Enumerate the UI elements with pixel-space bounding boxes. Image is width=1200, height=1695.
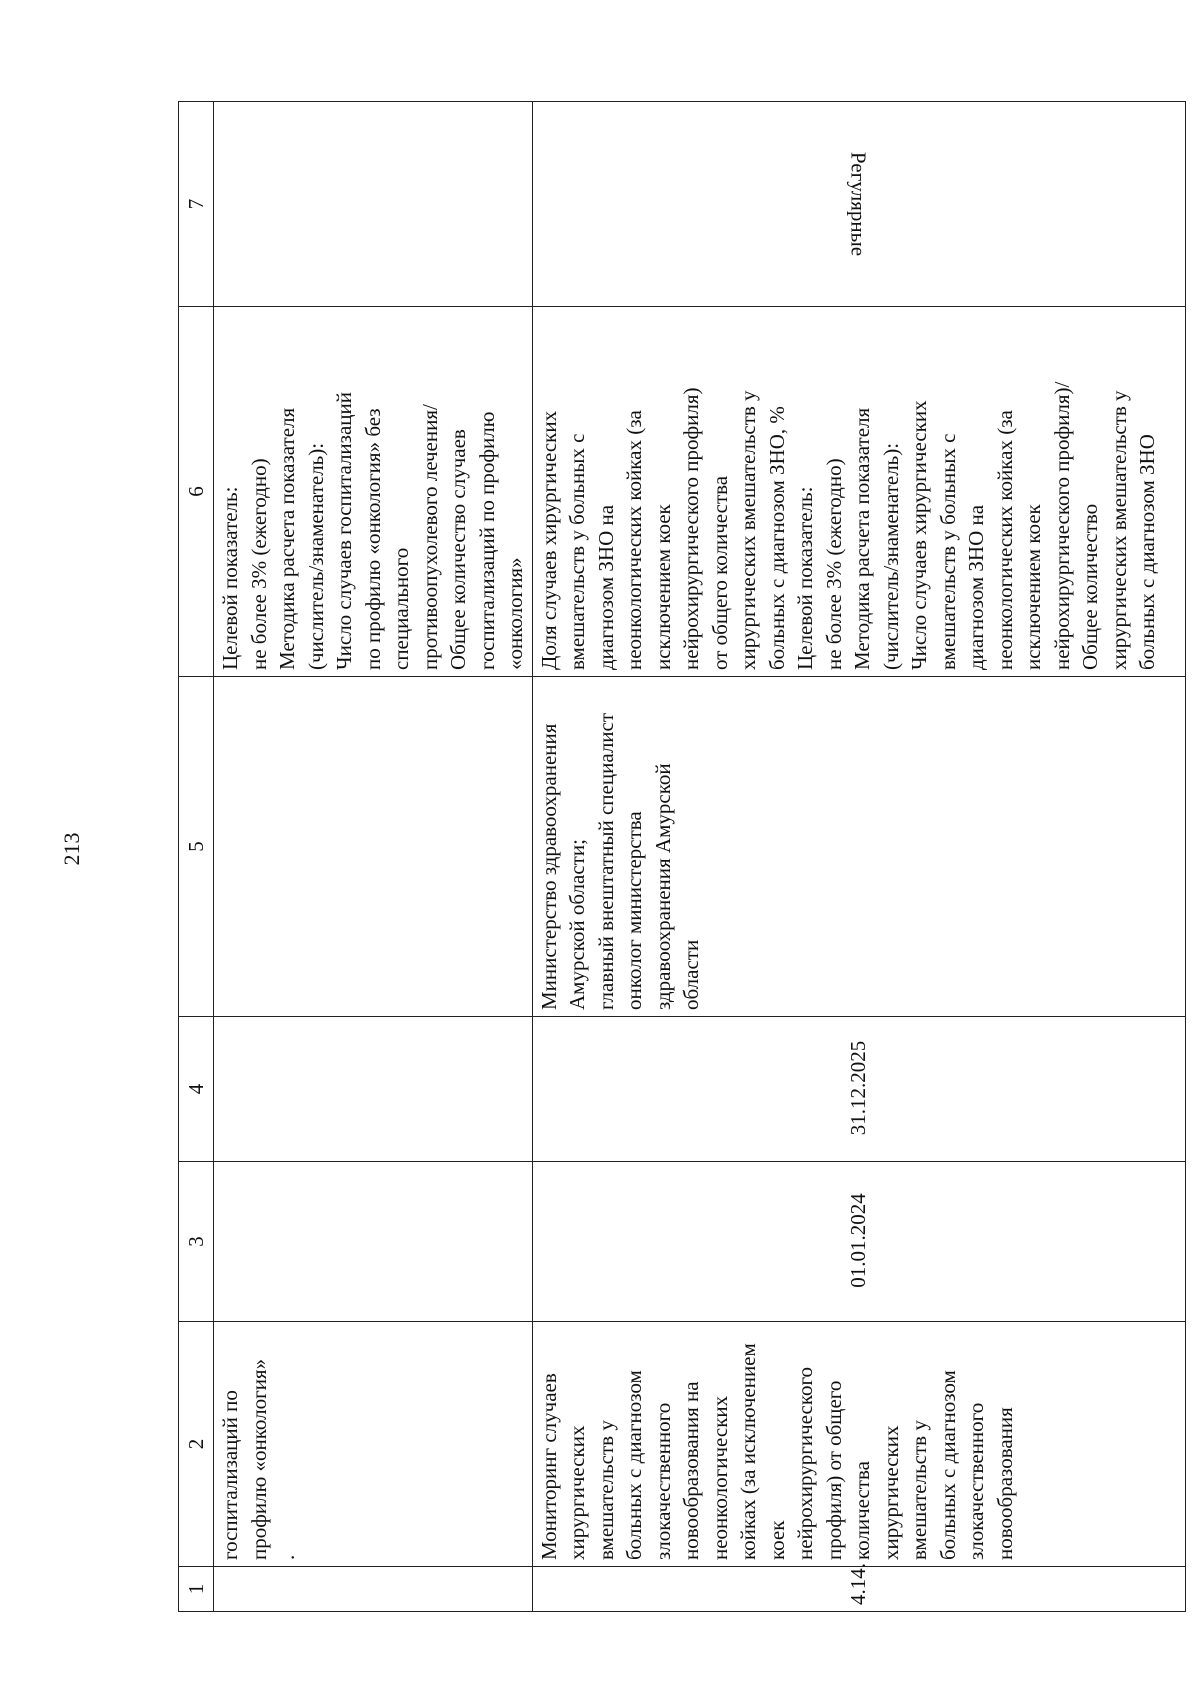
column-header-1: 1 xyxy=(179,1567,214,1612)
measures-table xyxy=(178,101,1186,1612)
column-header-2: 2 xyxy=(179,1322,214,1567)
measure-name-cell: Мониторинг случаев хирургических вмешательств у больных с диагнозом злокачественного новообразования на неонкологических койках (за исключением коек нейрохирургического профиля) от общего количества хирургических вмешательств у больных с диагнозом злокачественного новообразования xyxy=(532,1322,1185,1567)
indicator-cell: Доля случаев хирургических вмешательств у больных с диагнозом ЗНО на неонкологических койках (за исключением коек нейрохирургического профиля) от общего количества хирургических вмешательств у больных с диагнозом ЗНО, % Целевой показатель: не более 3% (ежегодно) Методика расчета показателя (числитель/знаменатель): Число случаев хирургических вмешательств у больных с диагнозом ЗНО на неонкологических койках (за исключением коек нейрохирургического профиля)/ Общее количество хирургических вмешательств у больных с диагнозом ЗНО xyxy=(532,307,1185,677)
column-header-5: 5 xyxy=(179,677,214,1017)
row-number-cell: 4.14. xyxy=(532,1567,1185,1612)
responsible-cell xyxy=(214,677,533,1017)
frequency-text: Регулярные xyxy=(846,151,870,257)
row-number-cell xyxy=(214,1567,533,1612)
table-header-row xyxy=(179,102,214,1612)
indicator-cell: Целевой показатель: не более 3% (ежегодно) Методика расчета показателя (числитель/знаменатель): Число случаев госпитализаций по профилю «онкология» без специального противоопухолевого лечения/ Общее количество случаев госпитализаций по профилю «онкология» xyxy=(214,307,533,677)
frequency-cell xyxy=(532,102,1185,307)
start-date-cell: 01.01.2024 xyxy=(532,1162,1185,1322)
end-date-cell xyxy=(214,1017,533,1162)
rotated-table-container xyxy=(178,102,1178,1612)
page-number: 213 xyxy=(59,832,84,866)
column-header-7: 7 xyxy=(179,102,214,307)
column-header-4: 4 xyxy=(179,1017,214,1162)
responsible-cell: Министерство здравоохранения Амурской области; главный внештатный специалист онколог министерства здравоохранения Амурской области xyxy=(532,677,1185,1017)
measure-name-cell: госпитализаций по профилю «онкология» . xyxy=(214,1322,533,1567)
column-header-6: 6 xyxy=(179,307,214,677)
start-date-cell xyxy=(214,1162,533,1322)
table-row xyxy=(532,102,1185,1612)
frequency-cell xyxy=(214,102,533,307)
end-date-cell: 31.12.2025 xyxy=(532,1017,1185,1162)
table-row xyxy=(214,102,533,1612)
column-header-3: 3 xyxy=(179,1162,214,1322)
